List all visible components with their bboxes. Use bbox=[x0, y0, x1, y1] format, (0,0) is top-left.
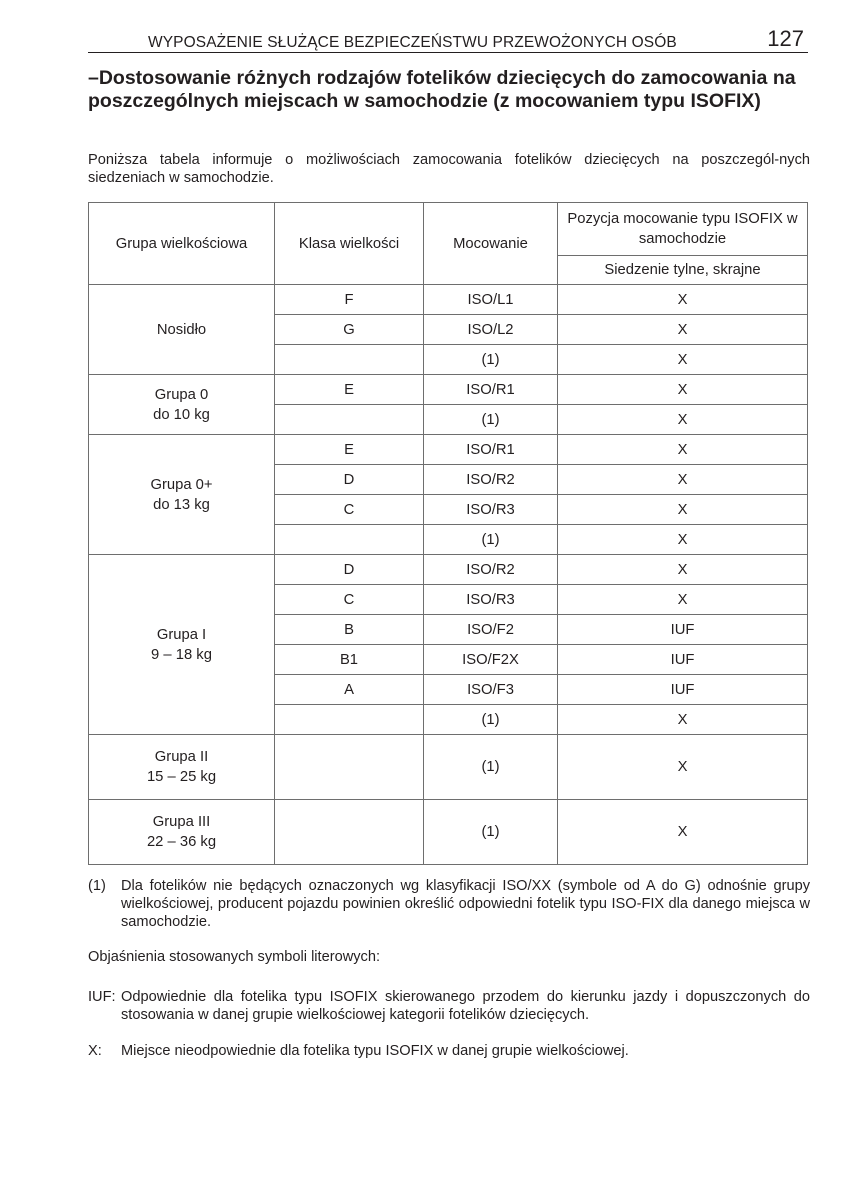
seat-cell: X bbox=[558, 735, 808, 800]
group-name: Grupa 0+ bbox=[150, 476, 213, 493]
group-name: Grupa I bbox=[156, 626, 207, 643]
seat-cell: X bbox=[558, 435, 808, 465]
group-weight: 22 – 36 kg bbox=[146, 834, 217, 850]
size-class-cell: E bbox=[275, 375, 424, 405]
group-cell bbox=[89, 375, 275, 435]
size-class-cell: F bbox=[275, 285, 424, 315]
seat-cell: X bbox=[558, 465, 808, 495]
seat-cell: X bbox=[558, 315, 808, 345]
page-header bbox=[88, 26, 808, 53]
mounting-cell: (1) bbox=[424, 800, 558, 865]
size-class-cell: D bbox=[275, 465, 424, 495]
size-class-cell bbox=[275, 345, 424, 375]
size-class-cell: A bbox=[275, 675, 424, 705]
size-class-cell: D bbox=[275, 555, 424, 585]
mounting-cell: ISO/R1 bbox=[424, 435, 558, 465]
group-name: Grupa II bbox=[154, 749, 209, 765]
seat-cell: X bbox=[558, 495, 808, 525]
legend-item-x bbox=[88, 1042, 810, 1060]
group-name: Grupa III bbox=[152, 814, 211, 830]
table-row bbox=[89, 375, 808, 405]
size-class-cell: C bbox=[275, 495, 424, 525]
group-cell bbox=[89, 555, 275, 735]
seat-cell: IUF bbox=[558, 675, 808, 705]
seat-cell: X bbox=[558, 800, 808, 865]
group-name: Grupa 0 bbox=[154, 386, 209, 403]
group-weight: 9 – 18 kg bbox=[151, 646, 212, 663]
seat-cell: X bbox=[558, 375, 808, 405]
mounting-cell: ISO/R1 bbox=[424, 375, 558, 405]
seat-cell: X bbox=[558, 705, 808, 735]
legend-heading: Objaśnienia stosowanych symboli literowych: bbox=[88, 949, 381, 965]
header-size-class: Klasa wielkości bbox=[275, 203, 424, 285]
group-weight: 15 – 25 kg bbox=[146, 769, 217, 785]
header-rear-outer-seat: Siedzenie tylne, skrajne bbox=[558, 256, 808, 285]
intro-paragraph: Poniższa tabela informuje o możliwościach zamocowania fotelików dziecięcych na poszczegól-nych siedzeniach w samochodzie. bbox=[88, 152, 810, 186]
mounting-cell: ISO/L1 bbox=[424, 285, 558, 315]
seat-cell: IUF bbox=[558, 615, 808, 645]
mounting-cell: (1) bbox=[424, 735, 558, 800]
mounting-cell: (1) bbox=[424, 405, 558, 435]
table-row bbox=[89, 285, 808, 315]
mounting-cell: ISO/F2X bbox=[424, 645, 558, 675]
header-mounting: Mocowanie bbox=[424, 203, 558, 285]
group-weight: do 13 kg bbox=[153, 496, 210, 513]
seat-cell: X bbox=[558, 585, 808, 615]
size-class-cell: E bbox=[275, 435, 424, 465]
seat-cell: X bbox=[558, 525, 808, 555]
size-class-cell: G bbox=[275, 315, 424, 345]
chapter-title: WYPOSAŻENIE SŁUŻĄCE BEZPIECZEŃSTWU PRZEWOŻONYCH OSÓB bbox=[148, 34, 677, 51]
size-class-cell bbox=[275, 405, 424, 435]
table-row bbox=[89, 435, 808, 465]
header-group: Grupa wielkościowa bbox=[89, 203, 275, 285]
footnote-marker: (1) bbox=[88, 878, 106, 894]
group-cell bbox=[89, 285, 275, 375]
seat-cell: IUF bbox=[558, 645, 808, 675]
legend-marker: X: bbox=[88, 1043, 102, 1059]
seat-cell: X bbox=[558, 345, 808, 375]
header-isofix-position: Pozycja mocowanie typu ISOFIX w samochodzie bbox=[558, 203, 808, 256]
legend-item-iuf bbox=[88, 988, 810, 1024]
group-name: Nosidło bbox=[156, 321, 207, 338]
legend-marker: IUF: bbox=[88, 989, 116, 1005]
size-class-cell bbox=[275, 735, 424, 800]
seat-cell: X bbox=[558, 405, 808, 435]
mounting-cell: (1) bbox=[424, 345, 558, 375]
mounting-cell: (1) bbox=[424, 705, 558, 735]
legend-text: Miejsce nieodpowiednie dla fotelika typu ISOFIX w danej grupie wielkościowej. bbox=[121, 1043, 629, 1059]
mounting-cell: ISO/R3 bbox=[424, 585, 558, 615]
group-cell bbox=[89, 800, 275, 865]
group-cell bbox=[89, 435, 275, 555]
mounting-cell: ISO/R2 bbox=[424, 465, 558, 495]
mounting-cell: ISO/R2 bbox=[424, 555, 558, 585]
mounting-cell: ISO/F3 bbox=[424, 675, 558, 705]
seat-cell: X bbox=[558, 285, 808, 315]
isofix-compatibility-table bbox=[88, 202, 808, 865]
size-class-cell bbox=[275, 800, 424, 865]
mounting-cell: ISO/R3 bbox=[424, 495, 558, 525]
table-row bbox=[89, 800, 808, 865]
size-class-cell: B1 bbox=[275, 645, 424, 675]
seat-cell: X bbox=[558, 555, 808, 585]
size-class-cell bbox=[275, 525, 424, 555]
section-title: –Dostosowanie różnych rodzajów fotelików dziecięcych do zamocowania na poszczególnych miejscach w samochodzie (z mocowaniem typu ISOFIX) bbox=[88, 67, 796, 112]
mounting-cell: (1) bbox=[424, 525, 558, 555]
mounting-cell: ISO/F2 bbox=[424, 615, 558, 645]
group-weight: do 10 kg bbox=[153, 406, 210, 423]
page-number: 127 bbox=[767, 26, 804, 51]
mounting-cell: ISO/L2 bbox=[424, 315, 558, 345]
footnote bbox=[88, 877, 810, 931]
size-class-cell: B bbox=[275, 615, 424, 645]
table-row bbox=[89, 555, 808, 585]
footnote-text: Dla fotelików nie będących oznaczonych wg klasyfikacji ISO/XX (symbole od A do G) odnośnie grupy wielkościowej, producent pojazdu powinien określić odpowiedni fotelik typu ISO-FIX dla danego miejsca w samochodzie. bbox=[121, 878, 810, 930]
size-class-cell: C bbox=[275, 585, 424, 615]
table-row bbox=[89, 735, 808, 800]
group-cell bbox=[89, 735, 275, 800]
table-body bbox=[89, 285, 808, 865]
size-class-cell bbox=[275, 705, 424, 735]
legend-text: Odpowiednie dla fotelika typu ISOFIX skierowanego przodem do kierunku jazdy i dopuszczonych do stosowania w danej grupie wielkościowej kategorii fotelików dziecięcych. bbox=[121, 989, 810, 1023]
